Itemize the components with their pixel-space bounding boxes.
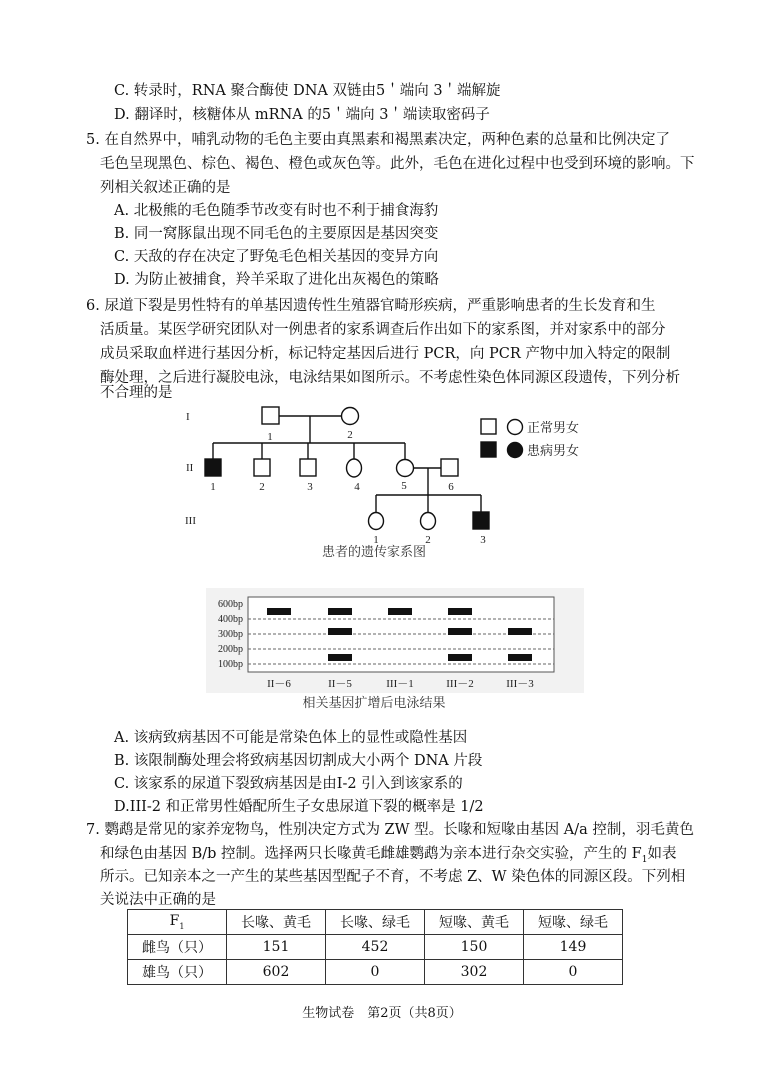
table-header: 短喙、绿毛 [524,910,623,935]
pedigree-II5-female [397,460,414,477]
q6-stem-line2: 活质量。某医学研究团队对一例患者的家系调查后作出如下的家系图，并对家系中的部分 [100,322,666,338]
gel-lane-label: II－5 [328,678,352,690]
legend-normal-label: 正常男女 [527,420,580,435]
pedigree-number: 3 [480,534,486,546]
q5-option-c: C. 天敌的存在决定了野兔毛色相关基因的变异方向 [114,249,439,265]
pedigree-number: 3 [307,481,313,493]
pedigree-II3-male [300,459,316,476]
gel-band-III2-300 [448,628,472,635]
table-header: 长喙、绿毛 [326,910,425,935]
pedigree-II1-affected-male [205,459,221,476]
gen-label-II: II [186,462,194,474]
q6-stem-line3: 成员采取血样进行基因分析，标记特定基因后进行 PCR，向 PCR 产物中加入特定的限制 [100,346,671,362]
gel-marker-label: 300bp [218,629,243,640]
q6-option-d: D.III-2 和正常男性婚配所生子女患尿道下裂的概率是 1/2 [114,799,484,815]
table-cell: 0 [326,960,425,985]
q6-stem-line4: 酶处理，之后进行凝胶电泳，电泳结果如图所示。不考虑性染色体同源区段遗传，下列分析 [100,370,680,386]
gel-band-III2-100 [448,654,472,661]
f1-results-table [127,909,623,985]
gel-band-II6-600 [267,608,291,615]
pedigree-number: 2 [347,429,353,441]
gel-band-III1-600 [388,608,412,615]
table-cell: 149 [524,935,623,960]
q5-stem-line2: 毛色呈现黑色、棕色、褐色、橙色或灰色等。此外，毛色在进化过程中也受到环境的影响。下 [100,156,695,172]
q6-option-a: A. 该病致病基因不可能是常染色体上的显性或隐性基因 [114,730,468,746]
gel-caption: 相关基因扩增后电泳结果 [302,695,446,710]
pedigree-I1-male [262,407,279,424]
gel-band-II5-100 [328,654,352,661]
q7-stem-line3: 所示。已知亲本之一产生的某些基因型配子不育，不考虑 Z、W 染色体的同源区段。下列相 [100,869,686,885]
q5-option-a: A. 北极熊的毛色随季节改变有时也不利于捕食海豹 [114,203,439,219]
pedigree-II4-female [347,459,362,477]
pedigree-III1-female [369,513,384,530]
table-cell: 452 [326,935,425,960]
gel-marker-label: 600bp [218,599,243,610]
pedigree-number: 5 [401,480,407,492]
pedigree-III2-female [421,513,436,530]
q7-stem-line4: 关说法中正确的是 [100,892,216,908]
q6-stem-line5: 不合理的是 [100,385,173,401]
pedigree-number: 4 [354,481,360,493]
pedigree-number: 2 [259,481,265,493]
legend-affected-female-icon [508,443,523,458]
q6-option-c: C. 该家系的尿道下裂致病基因是由I-2 引入到该家系的 [114,776,463,792]
q6-stem-line1: 6. 尿道下裂是男性特有的单基因遗传性生殖器官畸形疾病，严重影响患者的生长发育和生 [86,298,656,314]
pedigree-caption: 患者的遗传家系图 [321,544,427,559]
gel-band-III2-600 [448,608,472,615]
table-header: 长喙、黄毛 [227,910,326,935]
gel-band-III3-300 [508,628,532,635]
gel-lane-label: III－1 [386,678,414,690]
table-header: 短喙、黄毛 [425,910,524,935]
table-row [128,935,623,960]
table-cell: 602 [227,960,326,985]
q5-option-d: D. 为防止被捕食，羚羊采取了进化出灰褐色的策略 [114,272,439,288]
pedigree-number: 2 [425,534,431,546]
pedigree-I2-female [342,408,359,425]
pedigree-II6-male [441,459,458,476]
legend-normal-female-icon [508,420,523,435]
pedigree-number: 1 [210,481,216,493]
gel-lane-label: II－6 [267,678,291,690]
row-label: 雌鸟（只） [128,935,227,960]
table-row [128,960,623,985]
table-cell: 151 [227,935,326,960]
pedigree-number: 6 [448,481,454,493]
q4-option-c: C. 转录时，RNA 聚合酶使 DNA 双链由5＇端向 3＇端解旋 [114,83,501,99]
gen-label-III: III [185,515,196,527]
q5-stem-line3: 列相关叙述正确的是 [100,180,231,196]
table-corner: $F_1$ [128,910,227,935]
pedigree-II2-male [254,459,270,476]
gel-lane-label: III－3 [506,678,534,690]
legend-normal-male-icon [481,419,496,434]
gel-marker-label: 200bp [218,644,243,655]
pedigree-number: 1 [373,534,379,546]
pedigree-number: 1 [267,431,273,443]
q5-stem-line1: 5. 在自然界中，哺乳动物的毛色主要由真黑素和褐黑素决定，两种色素的总量和比例决定了 [86,132,670,148]
q4-option-d: D. 翻译时，核糖体从 mRNA 的5＇端向 3＇端读取密码子 [114,107,490,123]
row-label: 雄鸟（只） [128,960,227,985]
gel-panel [206,588,584,693]
q7-stem-line1: 7. 鹦鹉是常见的家养宠物鸟，性别决定方式为 ZW 型。长喙和短喙由基因 A/a 控制，羽毛黄色 [86,822,694,838]
legend-affected-label: 患病男女 [527,443,580,458]
table-cell: 150 [425,935,524,960]
q7-stem-line2: 和绿色由基因 B/b 控制。选择两只长喙黄毛雌雄鹦鹉为亲本进行杂交实验，产生的 $F_1$如表 [100,846,677,865]
table-header-row [128,910,623,935]
gel-lane-label: III－2 [446,678,474,690]
table-cell: 302 [425,960,524,985]
pedigree-III3-affected-male [473,512,489,529]
gel-band-II5-300 [328,628,352,635]
legend-affected-male-icon [481,442,496,457]
page-footer: 生物试卷 第2页（共8页） [302,1006,462,1021]
gen-label-I: I [186,411,190,423]
gel-band-II5-600 [328,608,352,615]
gel-marker-label: 400bp [218,614,243,625]
q6-option-b: B. 该限制酶处理会将致病基因切割成大小两个 DNA 片段 [114,753,483,769]
gel-marker-label: 100bp [218,659,243,670]
q5-option-b: B. 同一窝豚鼠出现不同毛色的主要原因是基因突变 [114,226,439,242]
table-cell: 0 [524,960,623,985]
gel-band-III3-100 [508,654,532,661]
